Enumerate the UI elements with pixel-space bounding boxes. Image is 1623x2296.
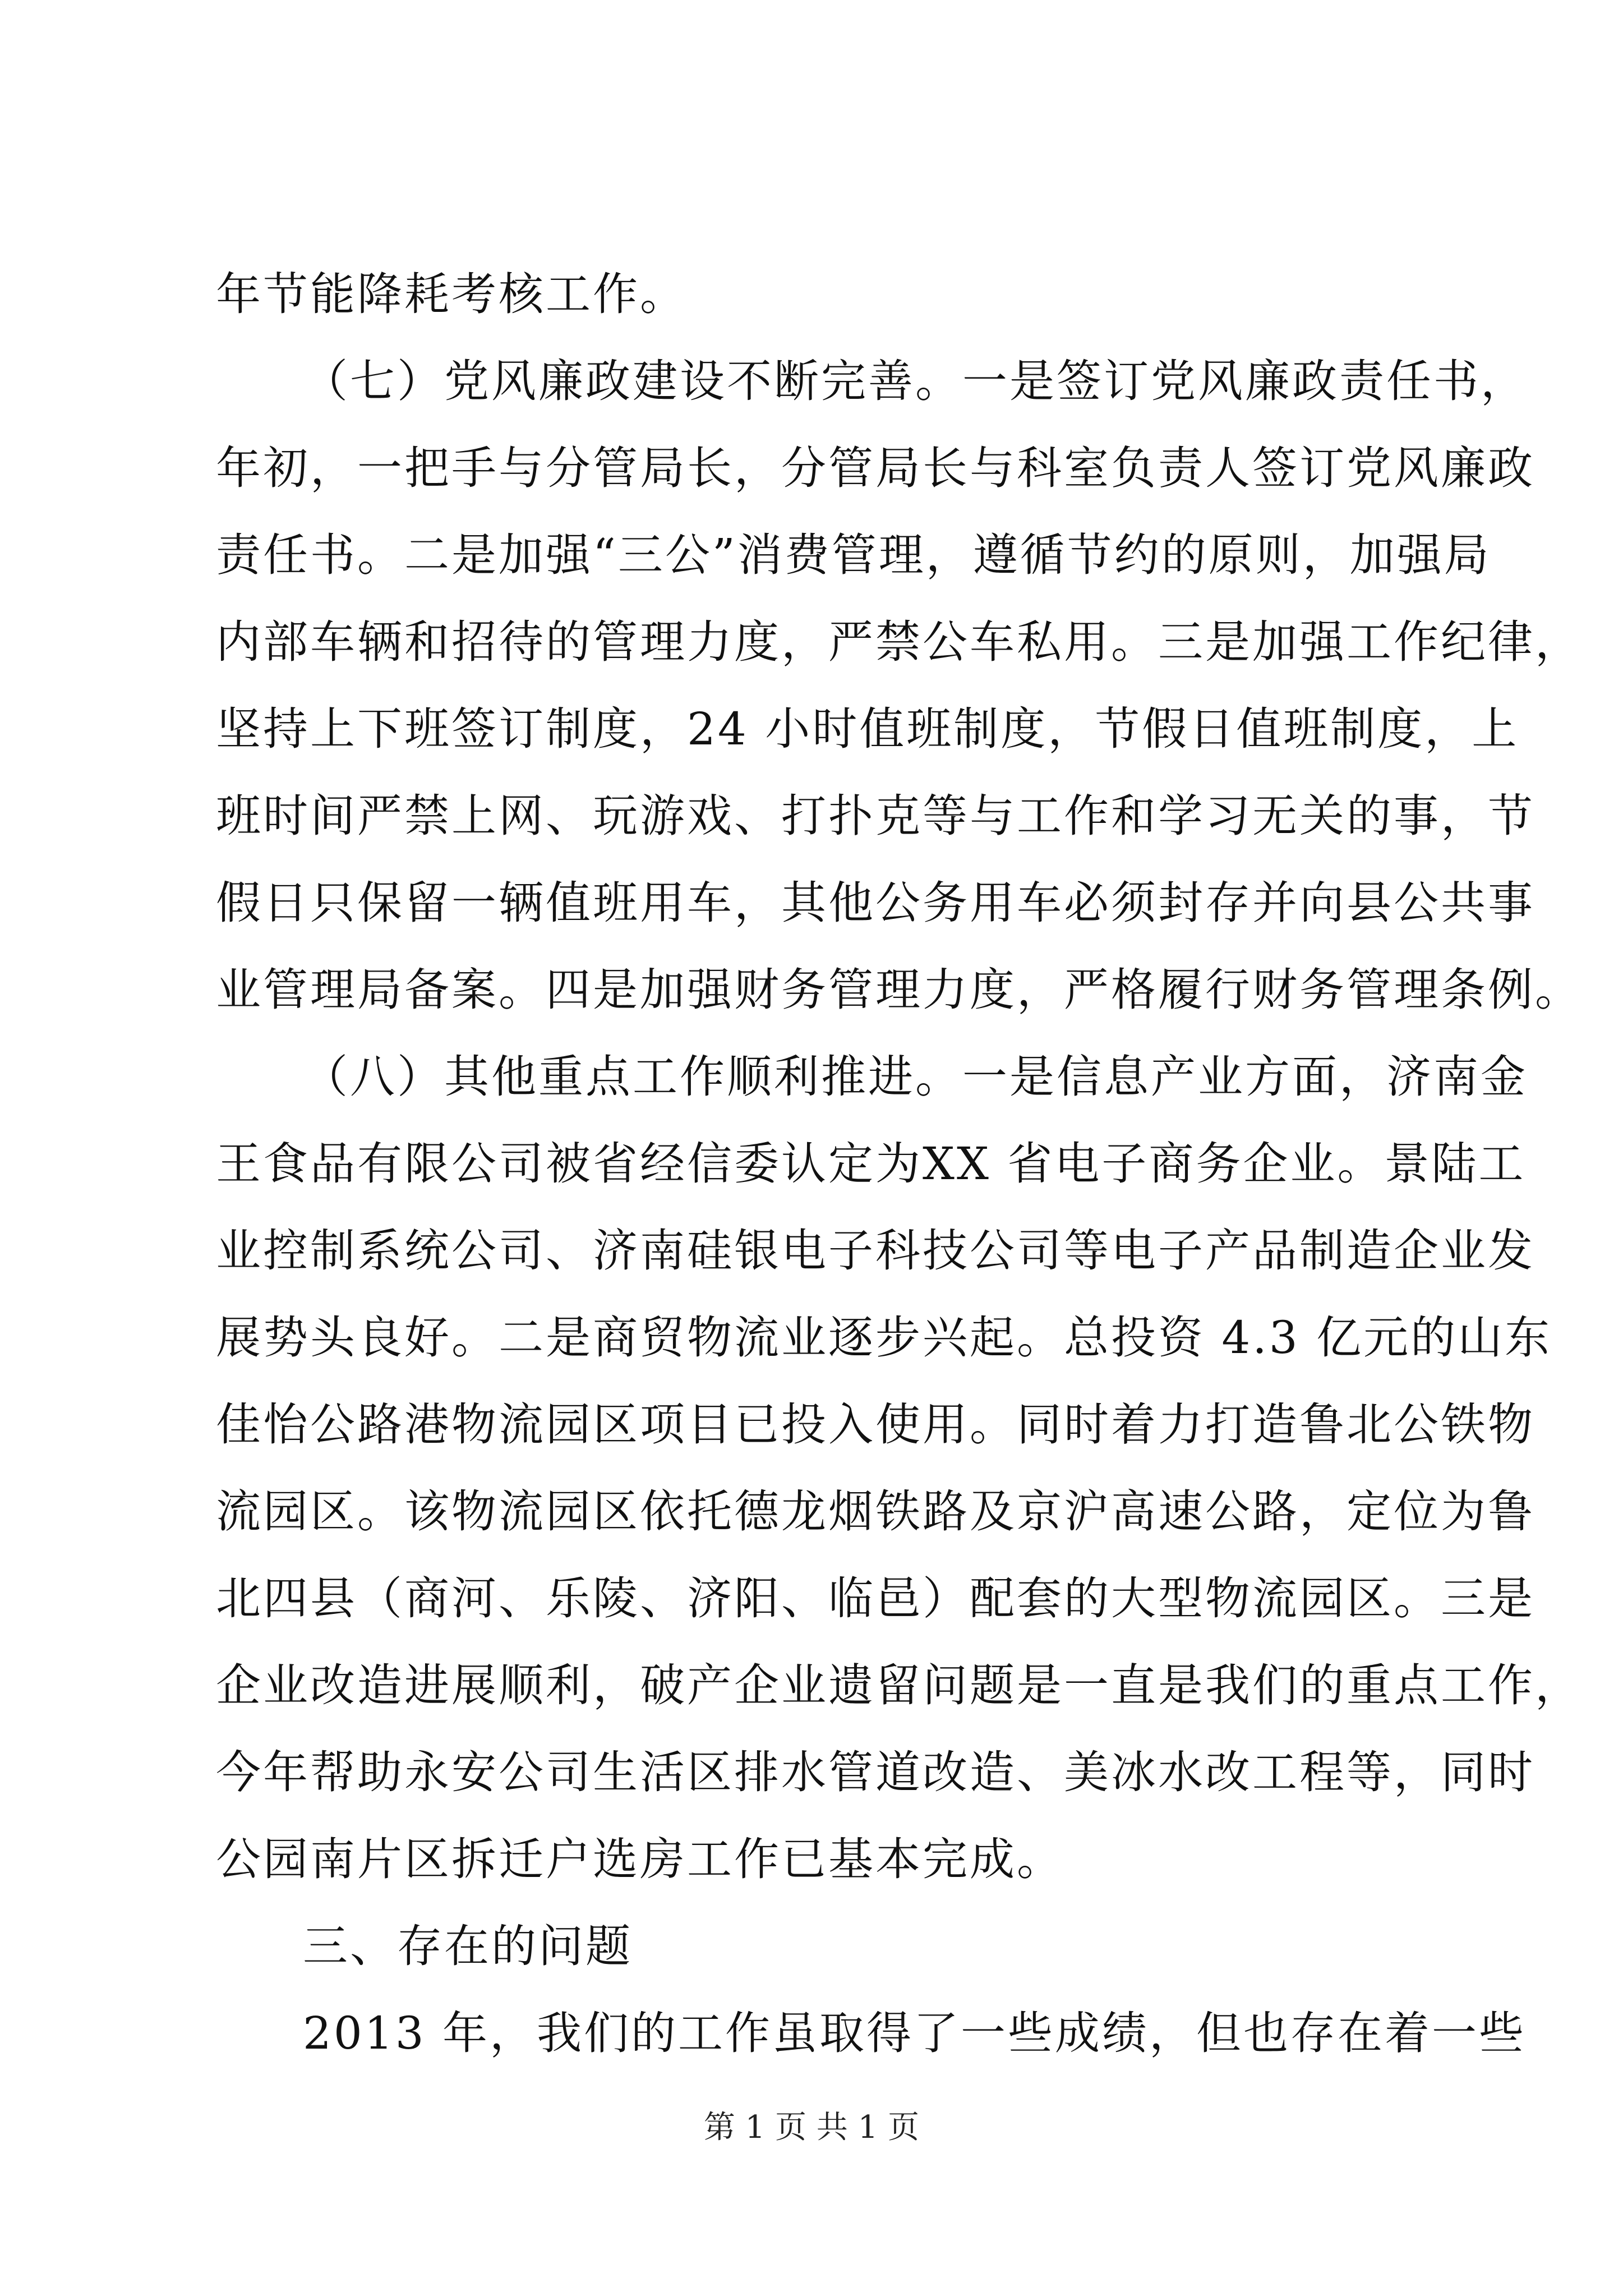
page-footer: 第 1 页 共 1 页 — [703, 2109, 920, 2146]
paragraph-start-line: 2013 年，我们的工作虽取得了一些成绩，但也存在着一些 — [303, 2007, 1527, 2059]
text-line: 今年帮助永安公司生活区排水管道改造、美冰水改工程等，同时 — [216, 1746, 1535, 1798]
text-line: 年初，一把手与分管局长，分管局长与科室负责人签订党风廉政 — [216, 442, 1535, 494]
section-heading: 三、存在的问题 — [303, 1920, 633, 1972]
text-line: 王食品有限公司被省经信委认定为XX 省电子商务企业。景陆工 — [216, 1138, 1526, 1190]
text-line: 公园南片区拆迁户选房工作已基本完成。 — [216, 1833, 1064, 1885]
text-line: 企业改造进展顺利，破产企业遗留问题是一直是我们的重点工作， — [216, 1659, 1582, 1711]
text-line: 内部车辆和招待的管理力度，严禁公车私用。三是加强工作纪律， — [216, 616, 1582, 668]
text-line: 业管理局备案。四是加强财务管理力度，严格履行财务管理条例。 — [216, 964, 1582, 1016]
text-line: 北四县（商河、乐陵、济阳、临邑）配套的大型物流园区。三是 — [216, 1572, 1535, 1625]
text-line: 班时间严禁上网、玩游戏、打扑克等与工作和学习无关的事，节 — [216, 790, 1535, 842]
text-line: 坚持上下班签订制度，24 小时值班制度，节假日值班制度，上 — [216, 703, 1519, 755]
text-line: 假日只保留一辆值班用车，其他公务用车必须封存并向县公共事 — [216, 877, 1535, 929]
text-line: 佳怡公路港物流园区项目已投入使用。同时着力打造鲁北公铁物 — [216, 1398, 1535, 1451]
text-line: 展势头良好。二是商贸物流业逐步兴起。总投资 4.3 亿元的山东 — [216, 1312, 1552, 1364]
text-line: 责任书。二是加强“三公”消费管理，遵循节约的原则，加强局 — [216, 529, 1491, 581]
paragraph-start-line: （八）其他重点工作顺利推进。一是信息产业方面，济南金 — [303, 1051, 1528, 1103]
text-line: 流园区。该物流园区依托德龙烟铁路及京沪高速公路，定位为鲁 — [216, 1485, 1535, 1538]
text-line: 业控制系统公司、济南硅银电子科技公司等电子产品制造企业发 — [216, 1225, 1535, 1277]
text-line: 年节能降耗考核工作。 — [216, 268, 687, 320]
paragraph-start-line: （七）党风廉政建设不断完善。一是签订党风廉政责任书， — [303, 355, 1528, 407]
